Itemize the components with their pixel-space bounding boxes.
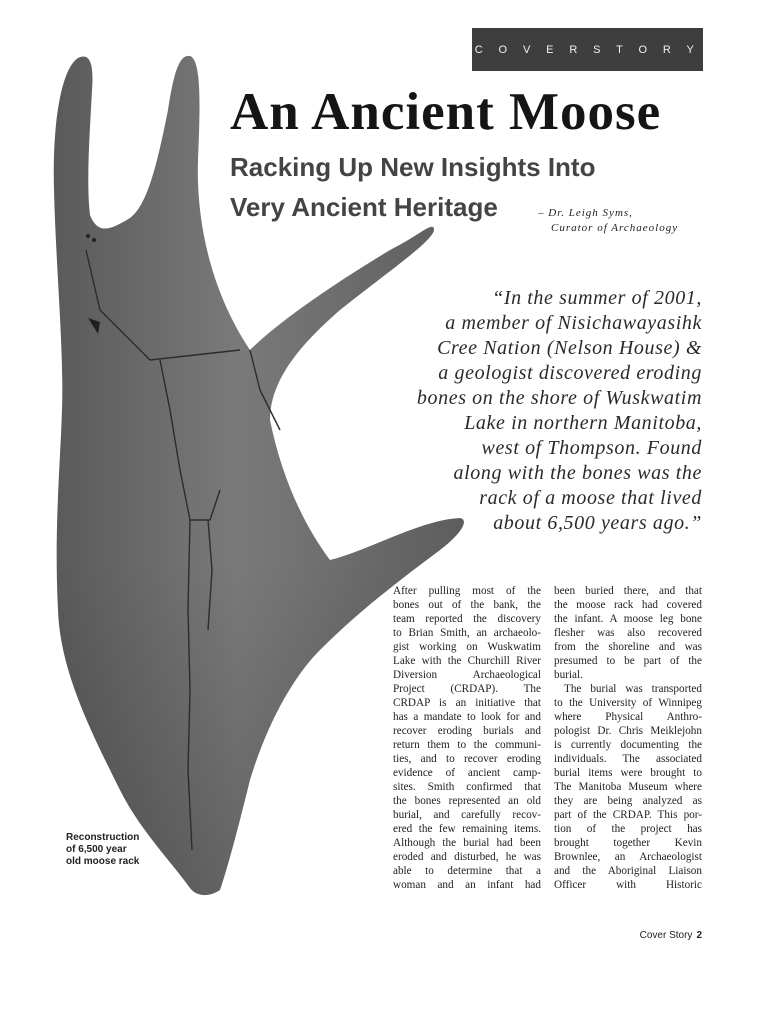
pull-quote-line: a geologist discovered eroding xyxy=(438,362,702,384)
pull-quote-line: bones on the shore of Wuskwatim xyxy=(416,387,702,409)
body-line: sites. Smith confirmed that xyxy=(393,781,541,793)
article-subtitle-line1: Racking Up New Insights Into xyxy=(230,152,596,182)
body-line: burial, and carefully recov- xyxy=(393,809,541,821)
body-line: ties, and to recover eroding xyxy=(393,753,541,765)
body-line: burial. xyxy=(554,669,583,681)
pull-quote-line: Cree Nation (Nelson House) & xyxy=(437,337,702,359)
body-line: team reported the discovery xyxy=(393,613,541,625)
body-line: bones out of the bank, the xyxy=(393,599,541,611)
caption-line: Reconstruction xyxy=(66,832,140,843)
body-line: return them to the communi- xyxy=(393,739,541,751)
body-line: evidence of ancient camp- xyxy=(393,767,541,779)
body-line: they are being analyzed as xyxy=(554,795,702,807)
pull-quote-line: rack of a moose that lived xyxy=(479,487,702,509)
body-line: Although the burial had been xyxy=(393,837,541,849)
footer-section-label: Cover Story xyxy=(639,930,693,941)
body-line: ered the few remaining items. xyxy=(393,823,541,835)
body-line: The Manitoba Museum where xyxy=(554,781,702,793)
body-line: where Physical Anthro- xyxy=(554,711,702,723)
body-line: pologist Dr. Chris Meiklejohn xyxy=(554,725,702,737)
article-subtitle-line2: Very Ancient Heritage xyxy=(230,192,498,222)
body-line: to Brian Smith, an archaeolo- xyxy=(393,627,541,639)
body-line: gist working on Wuskwatim xyxy=(393,641,541,653)
pull-quote-line: “In the summer of 2001, xyxy=(492,287,702,309)
body-line: is currently documenting the xyxy=(554,739,702,751)
body-line: recover eroding burials and xyxy=(393,725,541,737)
caption-line: old moose rack xyxy=(66,856,140,867)
body-line: Brownlee, an Archaeologist xyxy=(554,851,702,863)
byline xyxy=(538,206,678,236)
page-footer xyxy=(600,930,702,941)
pull-quote-line: along with the bones was the xyxy=(453,462,702,484)
body-line: CRDAP is an initiative that xyxy=(393,697,541,709)
body-column-2 xyxy=(554,584,702,892)
body-line: and the Aboriginal Liaison xyxy=(554,865,702,877)
body-line: individuals. The associated xyxy=(554,753,702,765)
body-line: Officer with Historic xyxy=(554,879,702,891)
body-line: able to determine that a xyxy=(393,865,541,877)
body-line: been buried there, and that xyxy=(554,585,702,597)
body-line: presumed to be part of the xyxy=(554,655,702,667)
body-line: brought together Kevin xyxy=(554,837,702,849)
body-line: Lake with the Churchill River xyxy=(393,655,541,667)
page-number: 2 xyxy=(696,930,702,941)
body-line: Project (CRDAP). The xyxy=(393,683,541,695)
body-line: flesher was also recovered xyxy=(554,627,702,639)
pull-quote xyxy=(380,286,702,536)
pull-quote-line: Lake in northern Manitoba, xyxy=(464,412,702,434)
byline-role: Curator of Archaeology xyxy=(551,222,679,234)
body-line: has a mandate to look for and xyxy=(393,711,541,723)
article-title: An Ancient Moose xyxy=(230,83,662,141)
pull-quote-line: a member of Nisichawayasihk xyxy=(445,312,702,334)
body-line: tion of the project has xyxy=(554,823,702,835)
body-line: from the shoreline and was xyxy=(554,641,702,653)
pull-quote-line: west of Thompson. Found xyxy=(481,437,702,459)
body-line: burial items were brought to xyxy=(554,767,702,779)
body-line: the bones represented an old xyxy=(393,795,541,807)
body-line: the moose rack had covered xyxy=(554,599,702,611)
body-column-1 xyxy=(393,584,541,892)
pull-quote-line: about 6,500 years ago.” xyxy=(493,512,702,534)
photo-caption xyxy=(66,832,139,868)
byline-author: – Dr. Leigh Syms, xyxy=(538,207,633,219)
section-tag: C O V E R S T O R Y xyxy=(472,28,703,71)
body-line: to the University of Winnipeg xyxy=(554,697,702,709)
body-line: eroded and disturbed, he was xyxy=(393,851,541,863)
body-line: Diversion Archaeological xyxy=(393,669,541,681)
caption-line: of 6,500 year xyxy=(66,844,127,855)
body-line: the infant. A moose leg bone xyxy=(554,613,702,625)
body-line: The burial was transported xyxy=(564,683,702,695)
body-line: part of the CRDAP. This por- xyxy=(554,809,702,821)
body-line: woman and an infant had xyxy=(393,879,541,891)
body-line: After pulling most of the xyxy=(393,585,541,597)
